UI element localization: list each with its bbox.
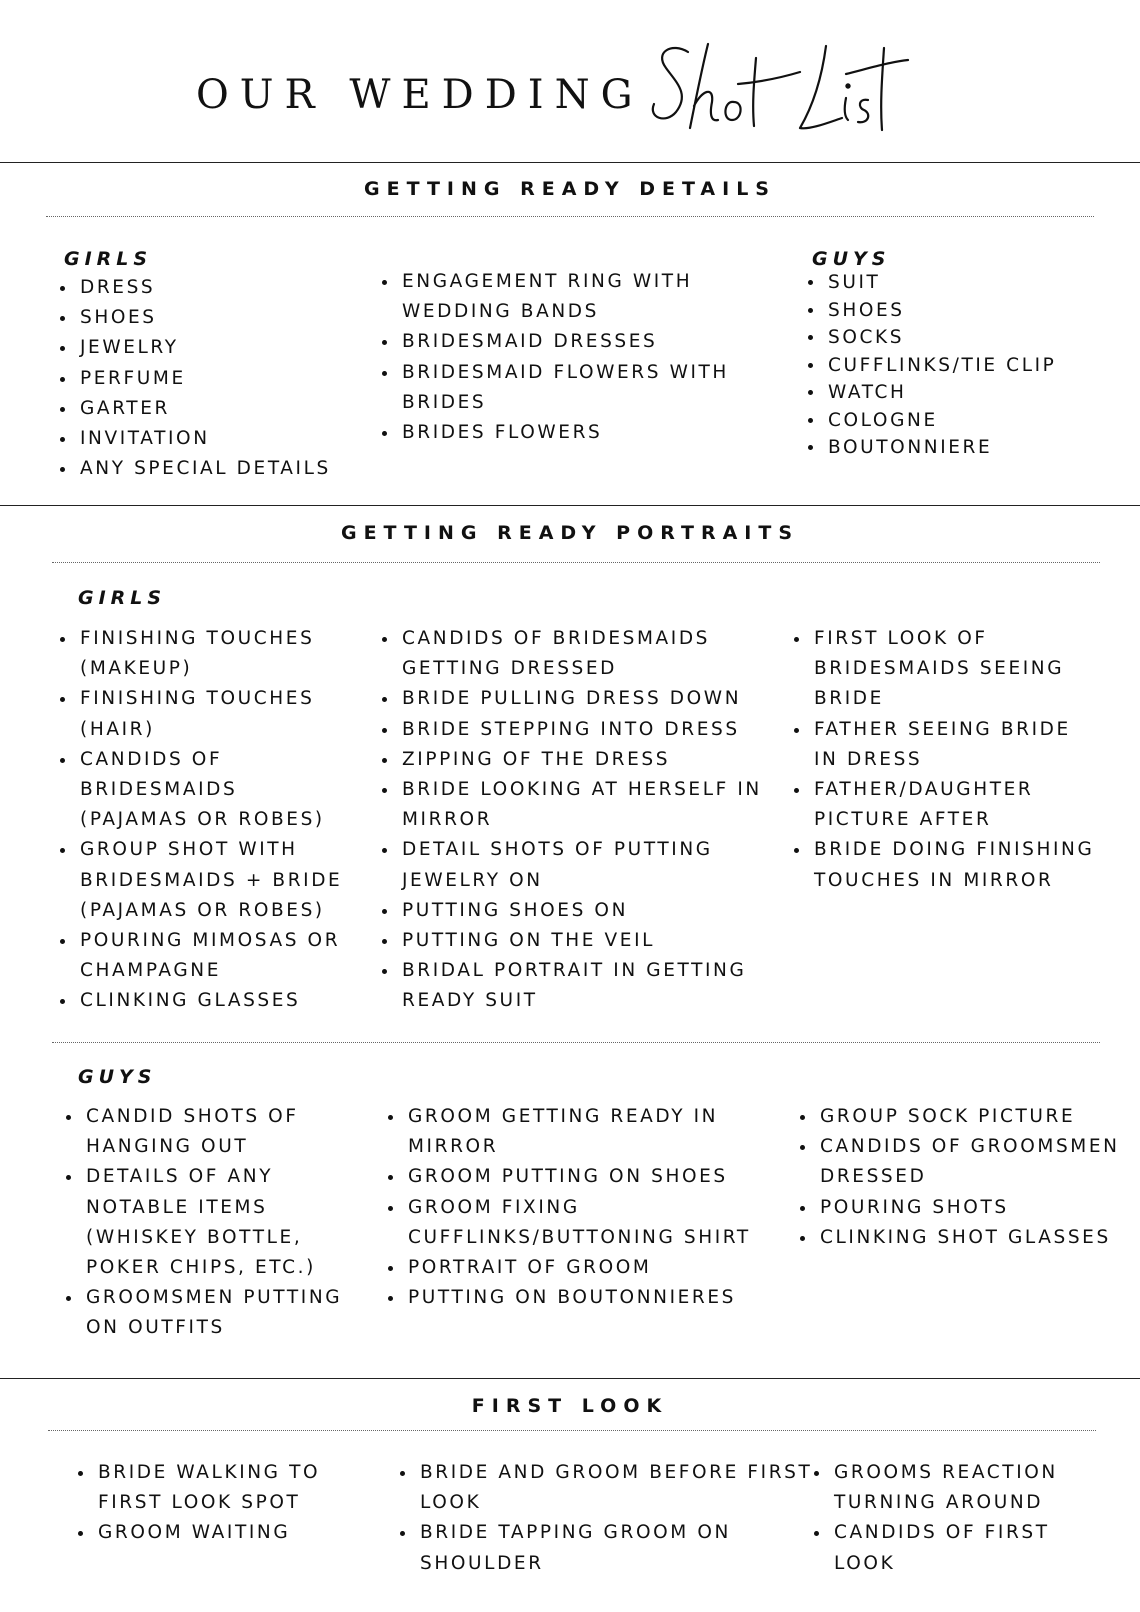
list-item: GARTER	[58, 394, 331, 424]
list-item: BRIDAL PORTRAIT IN GETTING READY SUIT	[380, 956, 762, 1016]
first-look-list-2	[398, 1458, 812, 1579]
list-item: PUTTING ON BOUTONNIERES	[386, 1283, 751, 1313]
list-item: BRIDE DOING FINISHING TOUCHES IN MIRROR	[792, 835, 1094, 895]
list-item: SOCKS	[806, 324, 1056, 352]
list-item: PERFUME	[58, 364, 331, 394]
list-item: DETAIL SHOTS OF PUTTING JEWELRY ON	[380, 835, 762, 895]
portraits-guys-list-1	[64, 1102, 342, 1344]
list-item: GROOMS REACTION TURNING AROUND	[812, 1458, 1058, 1518]
list-item: BRIDESMAID FLOWERS WITH BRIDES	[380, 358, 729, 418]
list-item: COLOGNE	[806, 407, 1056, 435]
list-item: GROOM GETTING READY IN MIRROR	[386, 1102, 751, 1162]
list-item: BRIDE TAPPING GROOM ON SHOULDER	[398, 1518, 812, 1578]
list-item: GROUP SOCK PICTURE	[798, 1102, 1120, 1132]
list-item: JEWELRY	[58, 333, 331, 363]
list-item: PORTRAIT OF GROOM	[386, 1253, 751, 1283]
subheading-guys: GUYS	[78, 1066, 157, 1088]
list-item: POURING SHOTS	[798, 1193, 1120, 1223]
list-item: ANY SPECIAL DETAILS	[58, 454, 331, 484]
list-item: BRIDESMAID DRESSES	[380, 327, 729, 357]
list-item: SUIT	[806, 269, 1056, 297]
list-item: WATCH	[806, 379, 1056, 407]
list-item: ENGAGEMENT RING WITH WEDDING BANDS	[380, 267, 729, 327]
list-item: BRIDE PULLING DRESS DOWN	[380, 684, 762, 714]
list-item: CANDIDS OF GROOMSMEN DRESSED	[798, 1132, 1120, 1192]
list-item: BRIDE LOOKING AT HERSELF IN MIRROR	[380, 775, 762, 835]
details-girls-list	[58, 273, 331, 484]
portraits-guys-list-2	[386, 1102, 751, 1313]
list-item: FINISHING TOUCHES (HAIR)	[58, 684, 342, 744]
page-title: OUR WEDDING	[196, 72, 644, 118]
list-item: CLINKING GLASSES	[58, 986, 342, 1016]
portraits-guys-list-3	[798, 1102, 1120, 1253]
subheading-guys: GUYS	[812, 248, 891, 270]
list-item: FINISHING TOUCHES (MAKEUP)	[58, 624, 342, 684]
list-item: CANDID SHOTS OF HANGING OUT	[64, 1102, 342, 1162]
list-item: INVITATION	[58, 424, 331, 454]
section-divider	[0, 505, 1140, 506]
list-item: POURING MIMOSAS OR CHAMPAGNE	[58, 926, 342, 986]
list-item: FATHER/DAUGHTER PICTURE AFTER	[792, 775, 1094, 835]
list-item: GROOMSMEN PUTTING ON OUTFITS	[64, 1283, 342, 1343]
list-item: ZIPPING OF THE DRESS	[380, 745, 762, 775]
section-divider	[0, 1378, 1140, 1379]
list-item: SHOES	[58, 303, 331, 333]
list-item: BRIDES FLOWERS	[380, 418, 729, 448]
dotted-divider	[46, 216, 1094, 217]
portraits-girls-list-3	[792, 624, 1094, 896]
list-item: CLINKING SHOT GLASSES	[798, 1223, 1120, 1253]
list-item: CUFFLINKS/TIE CLIP	[806, 352, 1056, 380]
list-item: BRIDE WALKING TO FIRST LOOK SPOT	[76, 1458, 320, 1518]
list-item: BOUTONNIERE	[806, 434, 1056, 462]
page-header	[0, 38, 1140, 148]
list-item: GROOM FIXING CUFFLINKS/BUTTONING SHIRT	[386, 1193, 751, 1253]
first-look-list-1	[76, 1458, 320, 1549]
list-item: BRIDE STEPPING INTO DRESS	[380, 715, 762, 745]
list-item: DRESS	[58, 273, 331, 303]
list-item: GROOM WAITING	[76, 1518, 320, 1548]
dotted-divider	[52, 562, 1100, 563]
section-divider	[0, 162, 1140, 163]
section-title-first-look: FIRST LOOK	[471, 1395, 669, 1417]
list-item: GROOM PUTTING ON SHOES	[386, 1162, 751, 1192]
script-title	[650, 38, 910, 138]
subheading-girls: GIRLS	[78, 587, 167, 609]
list-item: FIRST LOOK OF BRIDESMAIDS SEEING BRIDE	[792, 624, 1094, 715]
portraits-girls-list-1	[58, 624, 342, 1017]
subheading-girls: GIRLS	[64, 248, 153, 270]
list-item: BRIDE AND GROOM BEFORE FIRST LOOK	[398, 1458, 812, 1518]
list-item: CANDIDS OF FIRST LOOK	[812, 1518, 1058, 1578]
list-item: FATHER SEEING BRIDE IN DRESS	[792, 715, 1094, 775]
details-middle-list	[380, 267, 729, 448]
list-item: PUTTING ON THE VEIL	[380, 926, 762, 956]
list-item: SHOES	[806, 297, 1056, 325]
section-title-details: GETTING READY DETAILS	[364, 178, 776, 200]
signature-shot-list-graphic	[650, 38, 910, 138]
list-item: DETAILS OF ANY NOTABLE ITEMS (WHISKEY BOTTLE, POKER CHIPS, ETC.)	[64, 1162, 342, 1283]
list-item: GROUP SHOT WITH BRIDESMAIDS + BRIDE (PAJAMAS OR ROBES)	[58, 835, 342, 926]
first-look-list-3	[812, 1458, 1058, 1579]
section-title-portraits: GETTING READY PORTRAITS	[340, 522, 800, 544]
dotted-divider	[48, 1430, 1096, 1431]
dotted-divider	[52, 1042, 1100, 1043]
details-guys-list	[806, 269, 1056, 462]
list-item: PUTTING SHOES ON	[380, 896, 762, 926]
portraits-girls-list-2	[380, 624, 762, 1017]
list-item: CANDIDS OF BRIDESMAIDS GETTING DRESSED	[380, 624, 762, 684]
list-item: CANDIDS OF BRIDESMAIDS (PAJAMAS OR ROBES)	[58, 745, 342, 836]
